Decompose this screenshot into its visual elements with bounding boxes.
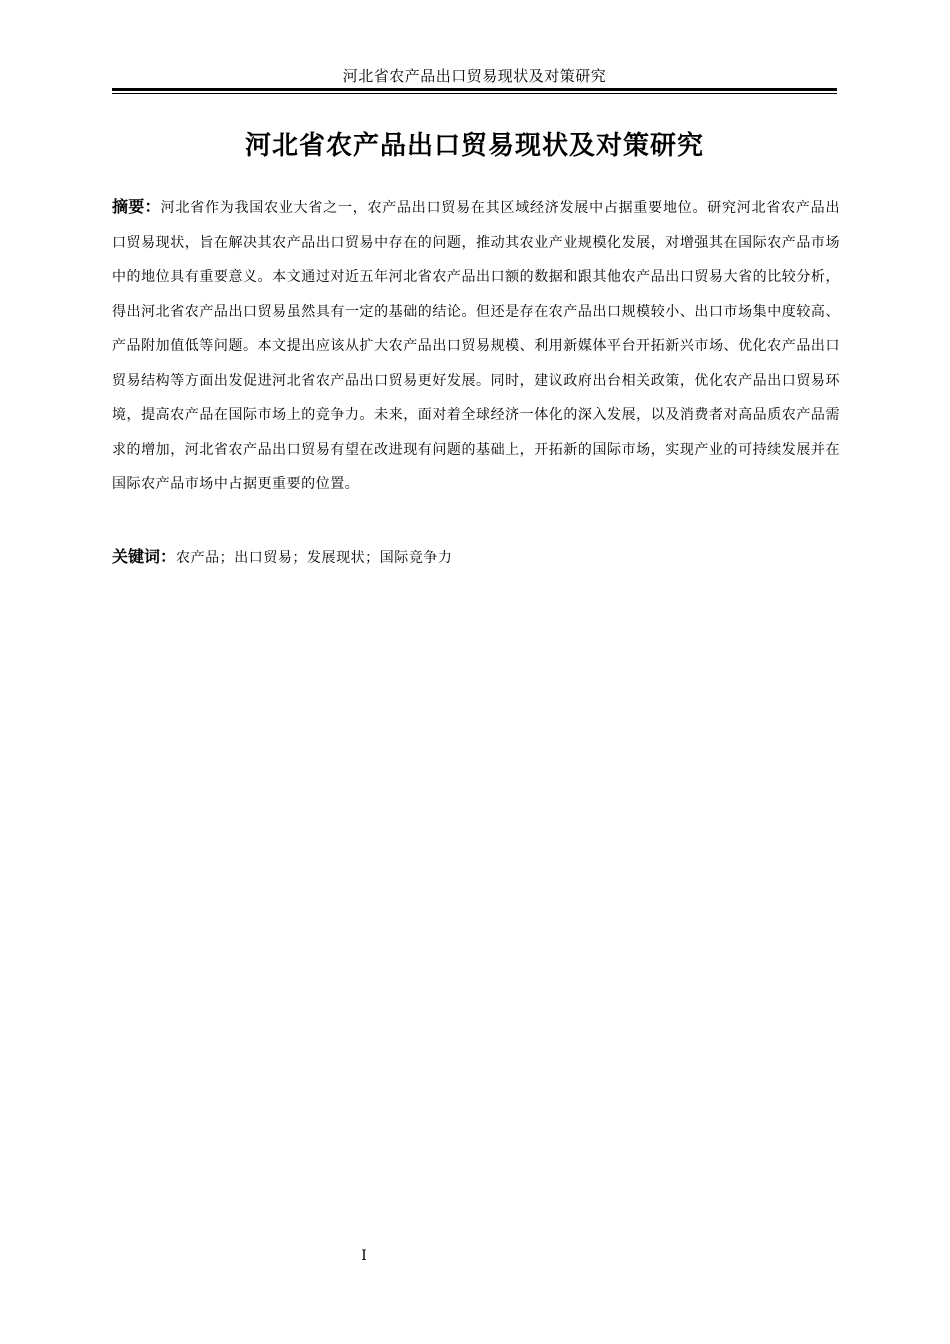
- keywords-line: [112, 540, 840, 575]
- paper-title: 河北省农产品出口贸易现状及对策研究: [244, 131, 704, 161]
- keywords-label: 关键词：: [112, 547, 177, 566]
- abstract-label: 摘要：: [112, 197, 161, 216]
- header-rule-thick: [112, 88, 837, 91]
- running-header: 河北省农产品出口贸易现状及对策研究: [342, 67, 607, 85]
- header-rule-thin: [112, 93, 837, 94]
- keywords-text: 农产品；出口贸易；发展现状；国际竞争力: [176, 550, 453, 566]
- page-number: I: [361, 1248, 367, 1264]
- abstract-paragraph: [112, 190, 840, 502]
- abstract-text: 河北省作为我国农业大省之一，农产品出口贸易在其区域经济发展中占据重要地位。研究河北省农产品出口贸易现状，旨在解决其农产品出口贸易中存在的问题，推动其农业产业规模化发展，对增强其在国际农产品市场中的地位具有重要意义。本文通过对近五年河北省农产品出口额的数据和跟其他农产品出口贸易大省的比较分析，得出河北省农产品出口贸易虽然具有一定的基础的结论。但还是存在农产品出口规模较小、出口市场集中度较高、产品附加值低等问题。本文提出应该从扩大农产品出口贸易规模、利用新媒体平台开拓新兴市场、优化农产品出口贸易结构等方面出发促进河北省农产品出口贸易更好发展。同时，建议政府出台相关政策，优化农产品出口贸易环境，提高农产品在国际市场上的竞争力。未来，面对着全球经济一体化的深入发展，以及消费者对高品质农产品需求的增加，河北省农产品出口贸易有望在改进现有问题的基础上，开拓新的国际市场，实现产业的可持续发展并在国际农产品市场中占据更重要的位置。: [112, 200, 840, 492]
